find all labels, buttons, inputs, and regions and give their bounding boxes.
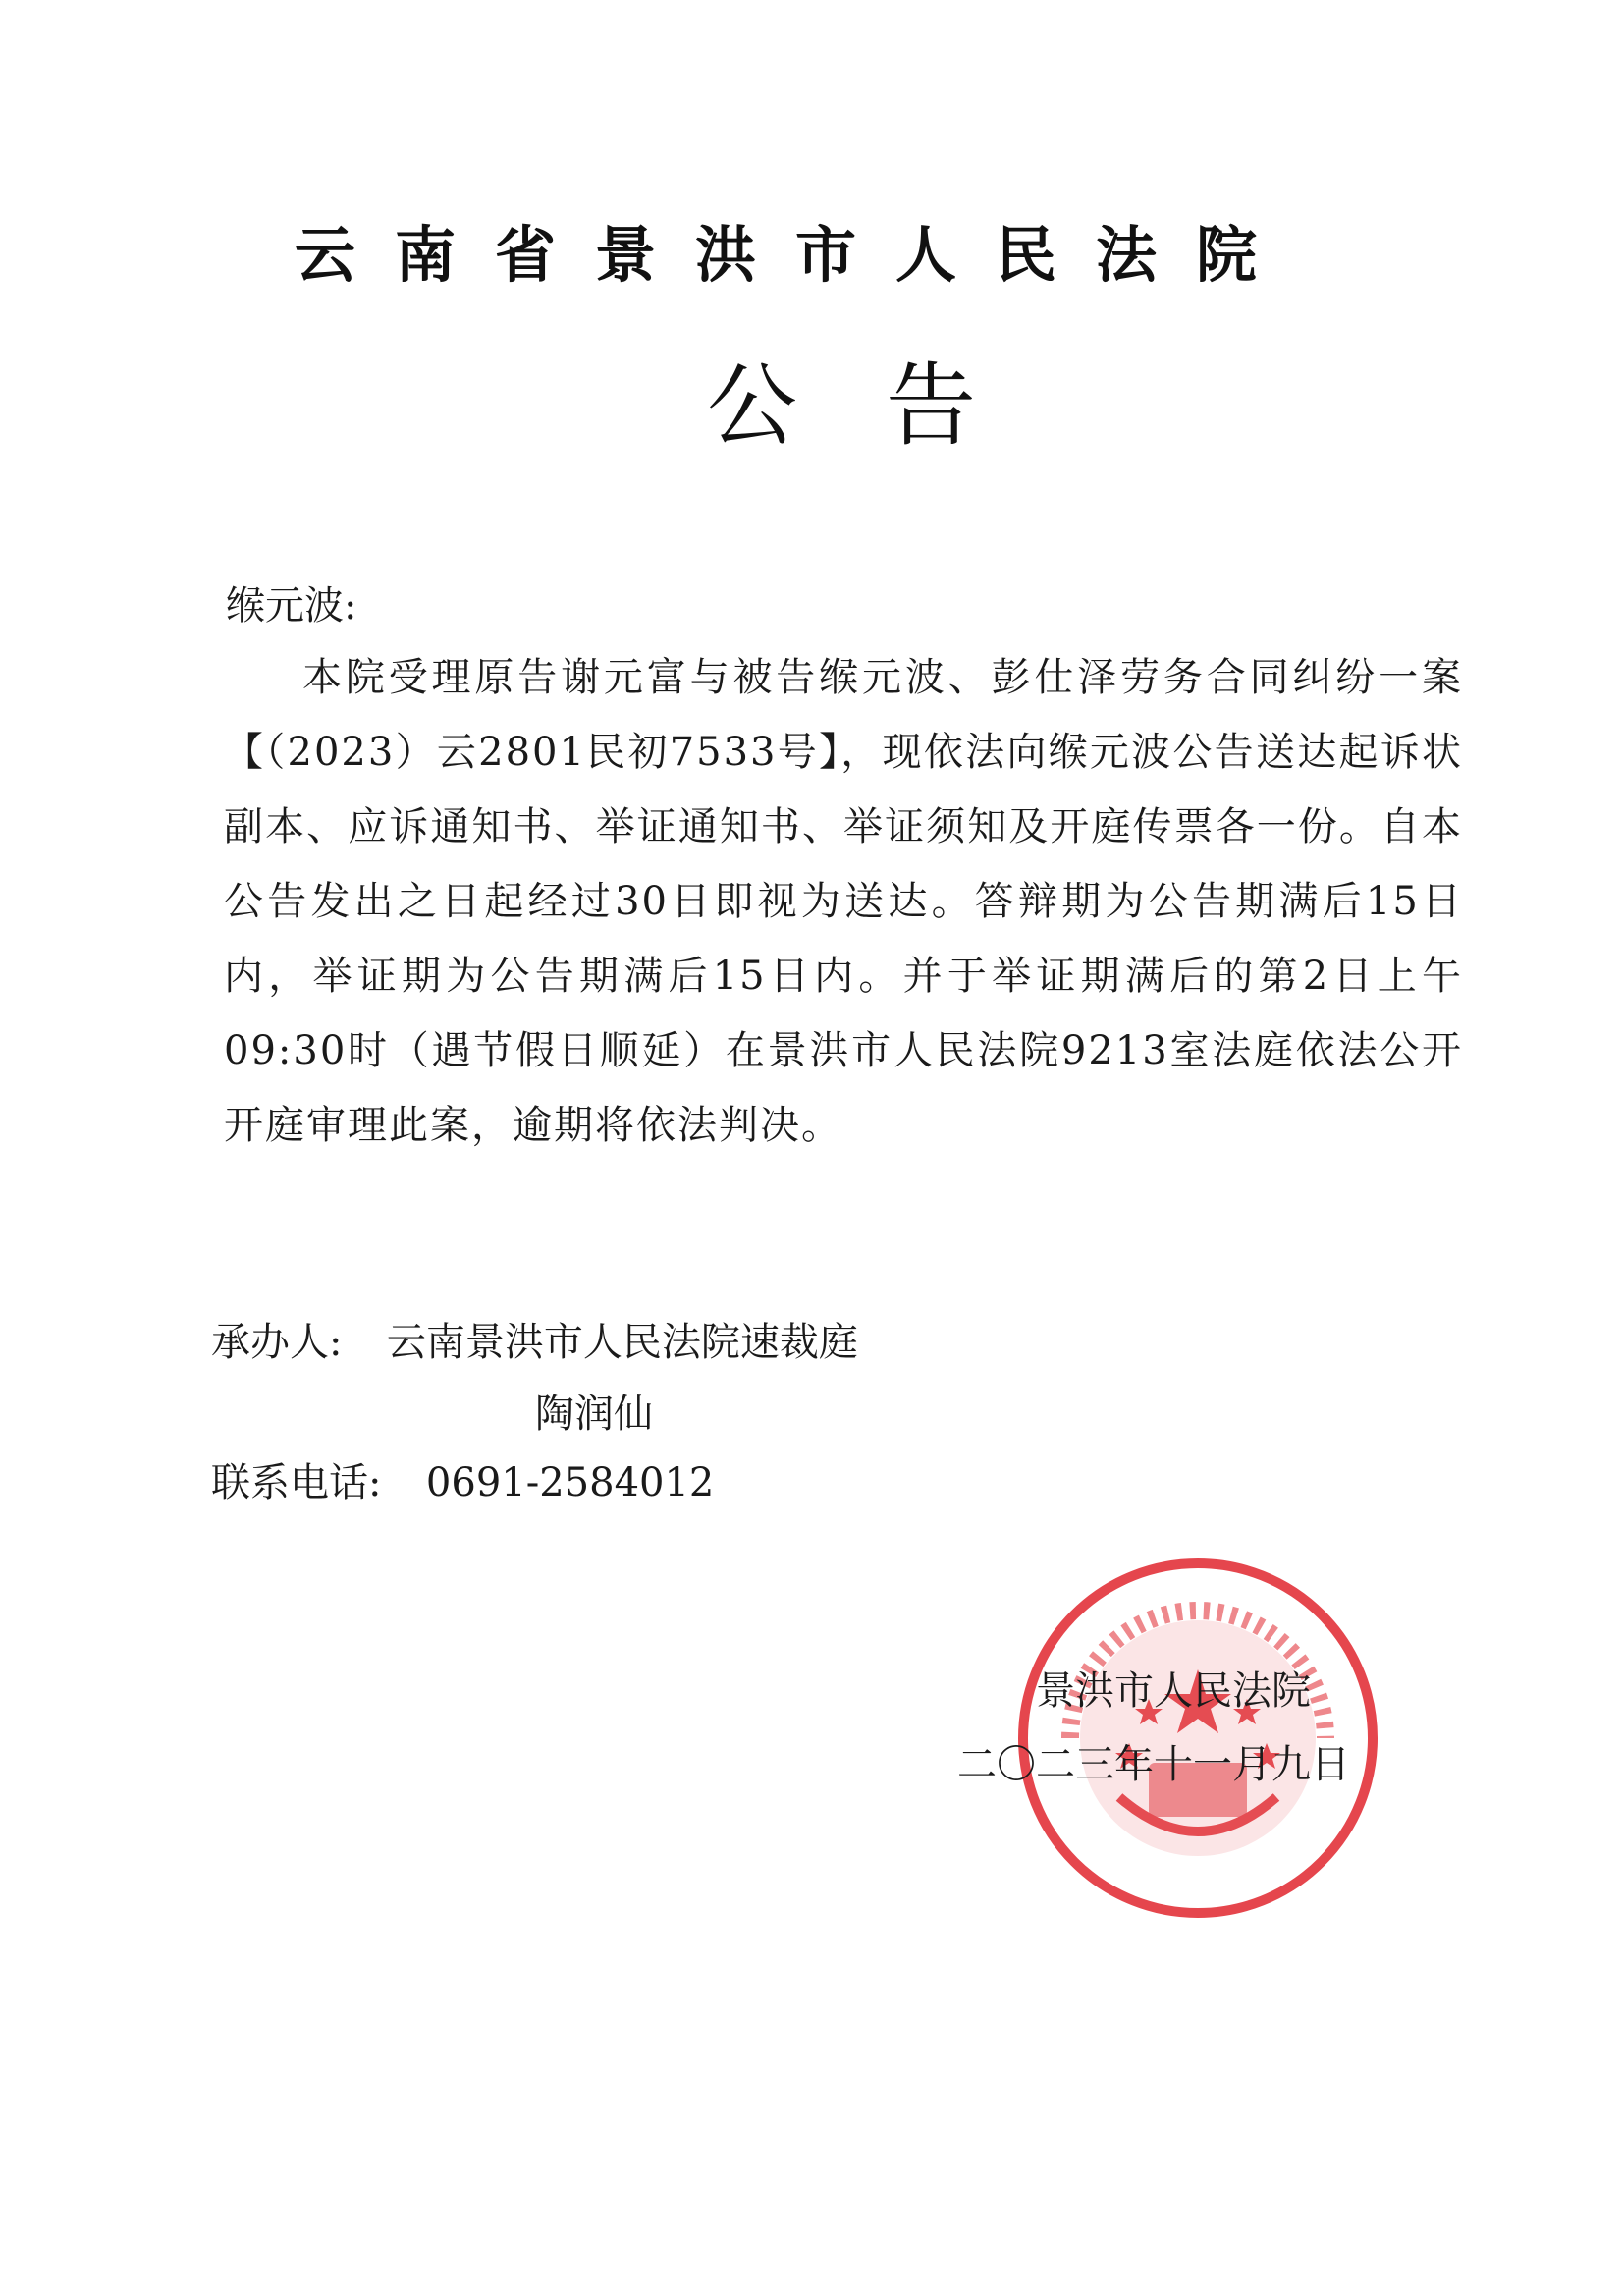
document-title: 公告 — [707, 354, 1065, 459]
court-name-heading: 云南省景洪市人民法院 — [295, 219, 1297, 291]
notice-body-paragraph: 本院受理原告谢元富与被告缑元波、彭仕泽劳务合同纠纷一案【（2023）云2801民初7533号】，现依法向缑元波公告送达起诉状副本、应诉通知书、举证通知书、举证须知及开庭传票各一份。自本公告发出之日起经过30日即视为送达。答辩期为公告期满后15日内，举证期为公告期满后15日内。并于举证期满后的第2日上午09:30时（遇节假日顺延）在景洪市人民法院9213室法庭依法公开开庭审理此案，逾期将依法判决。 — [224, 655, 1463, 1148]
contact-label: 联系电话: — [211, 1460, 382, 1505]
signature-date: 二〇二三年十一月九日 — [957, 1742, 1350, 1787]
contact-phone: 0691-2584012 — [425, 1460, 715, 1505]
handler-row — [211, 1311, 858, 1367]
handler-name: 陶润仙 — [535, 1392, 653, 1437]
addressee: 缑元波: — [226, 583, 357, 629]
handler-department: 云南景洪市人民法院速裁庭 — [386, 1320, 858, 1365]
contact-row — [211, 1451, 714, 1507]
signature-court: 景洪市人民法院 — [1036, 1668, 1311, 1714]
handler-label: 承办人: — [211, 1320, 343, 1365]
